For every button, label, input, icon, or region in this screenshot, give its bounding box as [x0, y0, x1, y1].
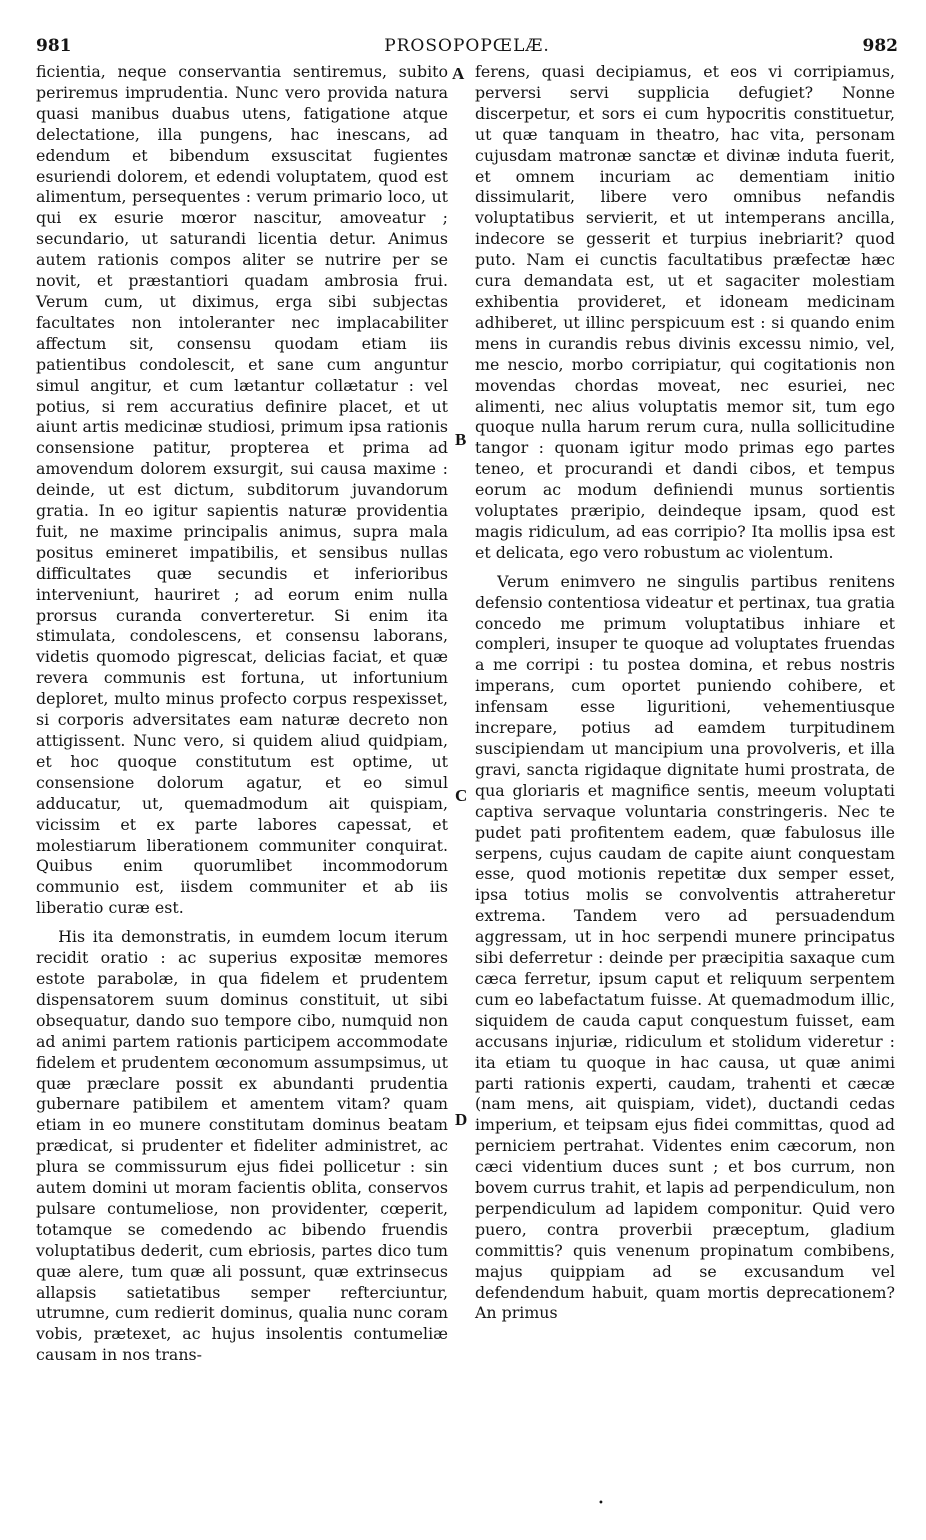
section-marker-b: B [455, 430, 467, 449]
page-number-left: 981 [36, 36, 72, 56]
paragraph: ficientia, neque conservantia sentiremus, subito periremus imprudentia. Nunc vero provida natura quasi manibus duabus utens, fatigatione atque delectatione, illa pungens, hac inescans, ad edendum et bibendum exsuscitat fugientes esuriendi dolorem, et edendi voluptatem, quod est alimentum, persequentes : verum primario loco, ut qui ex esurie mœror nascitur, amoveatur ; secundario, ut saturandi licentia detur. Animus autem rationis compos aliter se nutrire per se novit, et præstantiori quadam ambrosia frui. Verum cum, ut diximus, erga sibi subjectas facultates non intoleranter nec implacabiliter affectum sit, consensu quodam etiam iis patientibus condolescit, et sane cum anguntur simul angitur, et cum lætantur collætatur : vel potius, si rem accuratius definire placet, et ut aiunt artis medicinæ studiosi, primum ipsa rationis consensione patitur, propterea et prima ad amovendum dolorem exsurgit, sui causa maxime : deinde, ut est dictum, subditorum juvandorum gratia. In eo igitur sapientis naturæ providentia fuit, ne maxime principalis animus, supra mala positus emineret impatibilis, et sensibus nullas difficultates quæ secundis et inferioribus interveniunt, hauriret ; ad eorum enim nulla prorsus curanda converteretur. Si enim ita stimulata, condolescens, et consensu laborans, videtis quomodo pigrescat, delicias faciat, et quæ revera communis est fortuna, ut infortunium deploret, multo minus profecto corpus respexisset, si corporis adversitates eam naturæ decreto non attigissent. Nunc vero, si quidem aliud quidpiam, et hoc quoque constitutum est optime, ut consensione dolorum agatur, et eo simul adducatur, ut, quemadmodum ait quispiam, vicissim et ex parte labores capessat, et molestiarum liberationem communiter conquirat. Quibus enim quorumlibet incommodorum communio est, iisdem communiter et ab iis liberatio curæ est. [36, 62, 448, 918]
paragraph: ferens, quasi decipiamus, et eos vi corripiamus, perversi servi supplicia defugiet? Nonne discerpetur, et sors ei cum hypocritis constituetur, ut quæ tanquam in theatro, hac vita, personam cujusdam matronæ sanctæ et divinæ induta fuerit, et omnem incuriam ac dementiam initio dissimularit, libere vero omnibus nefandis voluptatibus servierit, et ut intemperans ancilla, indecore se gesserit et turpius inebriarit? quod puto. Nam ei cunctis facultatibus præfectæ hæc cura demandata est, ut et sagaciter molestiam exhibentia provideret, et idoneam medicinam adhiberet, ut illinc perspicuum est : si quando enim mens in curandis rebus divinis excessu nimio, vel, me nescio, morbo corripiatur, qui cogitationis non movendas chordas moveat, nec esuriei, nec alimenti, nec alius voluptatis memor sit, tum ego quoque nulla harum rerum cura, nulla sollicitudine tangor : quonam igitur modo primas ego partes teneo, et procurandi et dandi cibos, et tempus eorum ac modum definiendi munus sortientis voluptates præripio, deindeque ipsam, quod est magis ridiculum, ad eas corripio? Ita mollis ipsa est et delicata, ego vero robustum ac violentum. [475, 62, 895, 562]
section-marker-a: A [452, 64, 465, 83]
footer-mark: • [598, 1498, 604, 1509]
running-header [36, 36, 898, 60]
section-marker-d: D [455, 1110, 468, 1129]
page-number-right: 982 [862, 36, 898, 56]
left-column [36, 62, 448, 1516]
paragraph: His ita demonstratis, in eumdem locum iterum recidit oratio : ac superius expositæ memores estote parabolæ, in qua fidelem et prudentem dispensatorem suum dominus constituit, ut sibi obsequatur, dando suo tempore cibo, numquid non ad animi partem rationis participem accommodate fidelem et prudentem œconomum assumpsimus, ut quæ præclare possit ex abundanti prudentia gubernare patibilem et amentem vitam? quam etiam in eo munere constitutam dominus beatam prædicat, si prudenter et fideliter administret, ac plura se commissurum ejus fidei pollicetur : sin autem domini ut moram facientis oblita, conservos pulsare contumeliose, non providenter, cœperit, totamque se comedendo ac bibendo fruendis voluptatibus dederit, cum ebriosis, partes dico tum quæ alere, tum quæ ali possunt, quæ extrinsecus allapsis satietatibus semper refterciuntur, utrumne, cum redierit dominus, qualia nunc coram vobis, prætexet, ac hujus insolentis contumeliæ causam in nos trans- [36, 927, 448, 1365]
running-title: PROSOPOPŒLÆ. [384, 36, 550, 56]
paragraph: Verum enimvero ne singulis partibus renitens defensio contentiosa videatur et pertinax, tua gratia concedo me primum voluptatibus inhiare et compleri, insuper te quoque ad voluptates fruendas a me corripi : tu postea domina, et rebus nostris imperans, cum oportet puniendo cohibere, et infensam esse liguritioni, vehementiusque increpare, potius ad eamdem turpitudinem suscipiendam ut mancipium una provolveris, et illa gravi, sancta rigidaque dignitate humi prostrata, de qua gloriaris et magnifice sentis, meeum voluptati captiva servaque voluntaria constringeris. Nec te pudet pati profitentem eadem, quæ fabulosus ille serpens, cujus caudam de capite aiunt conquestam esse, quod motionis repetitæ dux semper esset, ipsa totius molis se convolventis attraheretur extrema. Tandem vero ad persuadendum aggressam, ut in hoc serpendi munere principatus sibi deferretur : deinde per præcipitia saxaque cum cæca ferretur, ipsum caput et reliquum serpentem cum eo labefactatum fuisse. At quemadmodum illic, siquidem de cauda caput conquestum fuisset, eam accusans injuriæ, ridiculum et stolidum videretur : ita etiam tu quoque in hac causa, ut quæ animi parti rationis experti, caudam, trahenti et cæcæ (nam mens, ait quispiam, videt), ductandi cedas imperium, et teipsam ejus fidei committas, quod ad perniciem pertrahat. Videntes enim cæcorum, non cæci videntium duces sunt ; et bos currum, non bovem currus trahit, et lapis ad perpendiculum, non perpendiculum ad lapidem componitur. Quid vero puero, contra proverbii præceptum, gladium committis? quis venenum propinatum combibens, majus quippiam ad se excusandum vel defendendum habuit, quam mortis deprecationem? An primus [475, 571, 895, 1323]
right-column [475, 62, 895, 1516]
section-marker-c: C [455, 786, 468, 805]
